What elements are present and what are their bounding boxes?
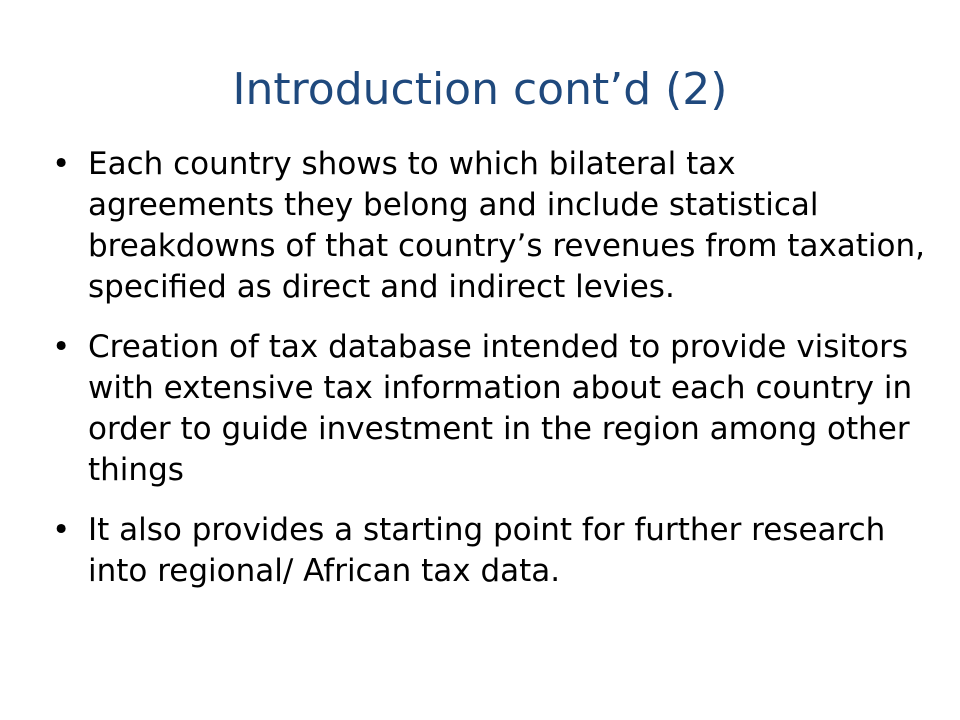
bullet-icon: • bbox=[52, 512, 71, 548]
bullet-text: Creation of tax database intended to provide visitors with extensive tax information about each country in order to guide investment in the region among other things bbox=[88, 329, 913, 488]
bullet-text: It also provides a starting point for further research into regional/ African tax data. bbox=[88, 512, 886, 589]
bullet-icon: • bbox=[52, 146, 71, 182]
bullet-item bbox=[48, 144, 928, 308]
bullet-item bbox=[48, 327, 928, 491]
bullet-item bbox=[48, 510, 928, 592]
bullet-text: Each country shows to which bilateral tax agreements they belong and include statistical breakdowns of that country’s revenues from taxation, specified as direct and indirect levies. bbox=[88, 146, 926, 305]
bullet-icon: • bbox=[52, 329, 71, 365]
slide-title: Introduction cont’d (2) bbox=[232, 64, 728, 115]
bullet-list bbox=[48, 144, 928, 611]
